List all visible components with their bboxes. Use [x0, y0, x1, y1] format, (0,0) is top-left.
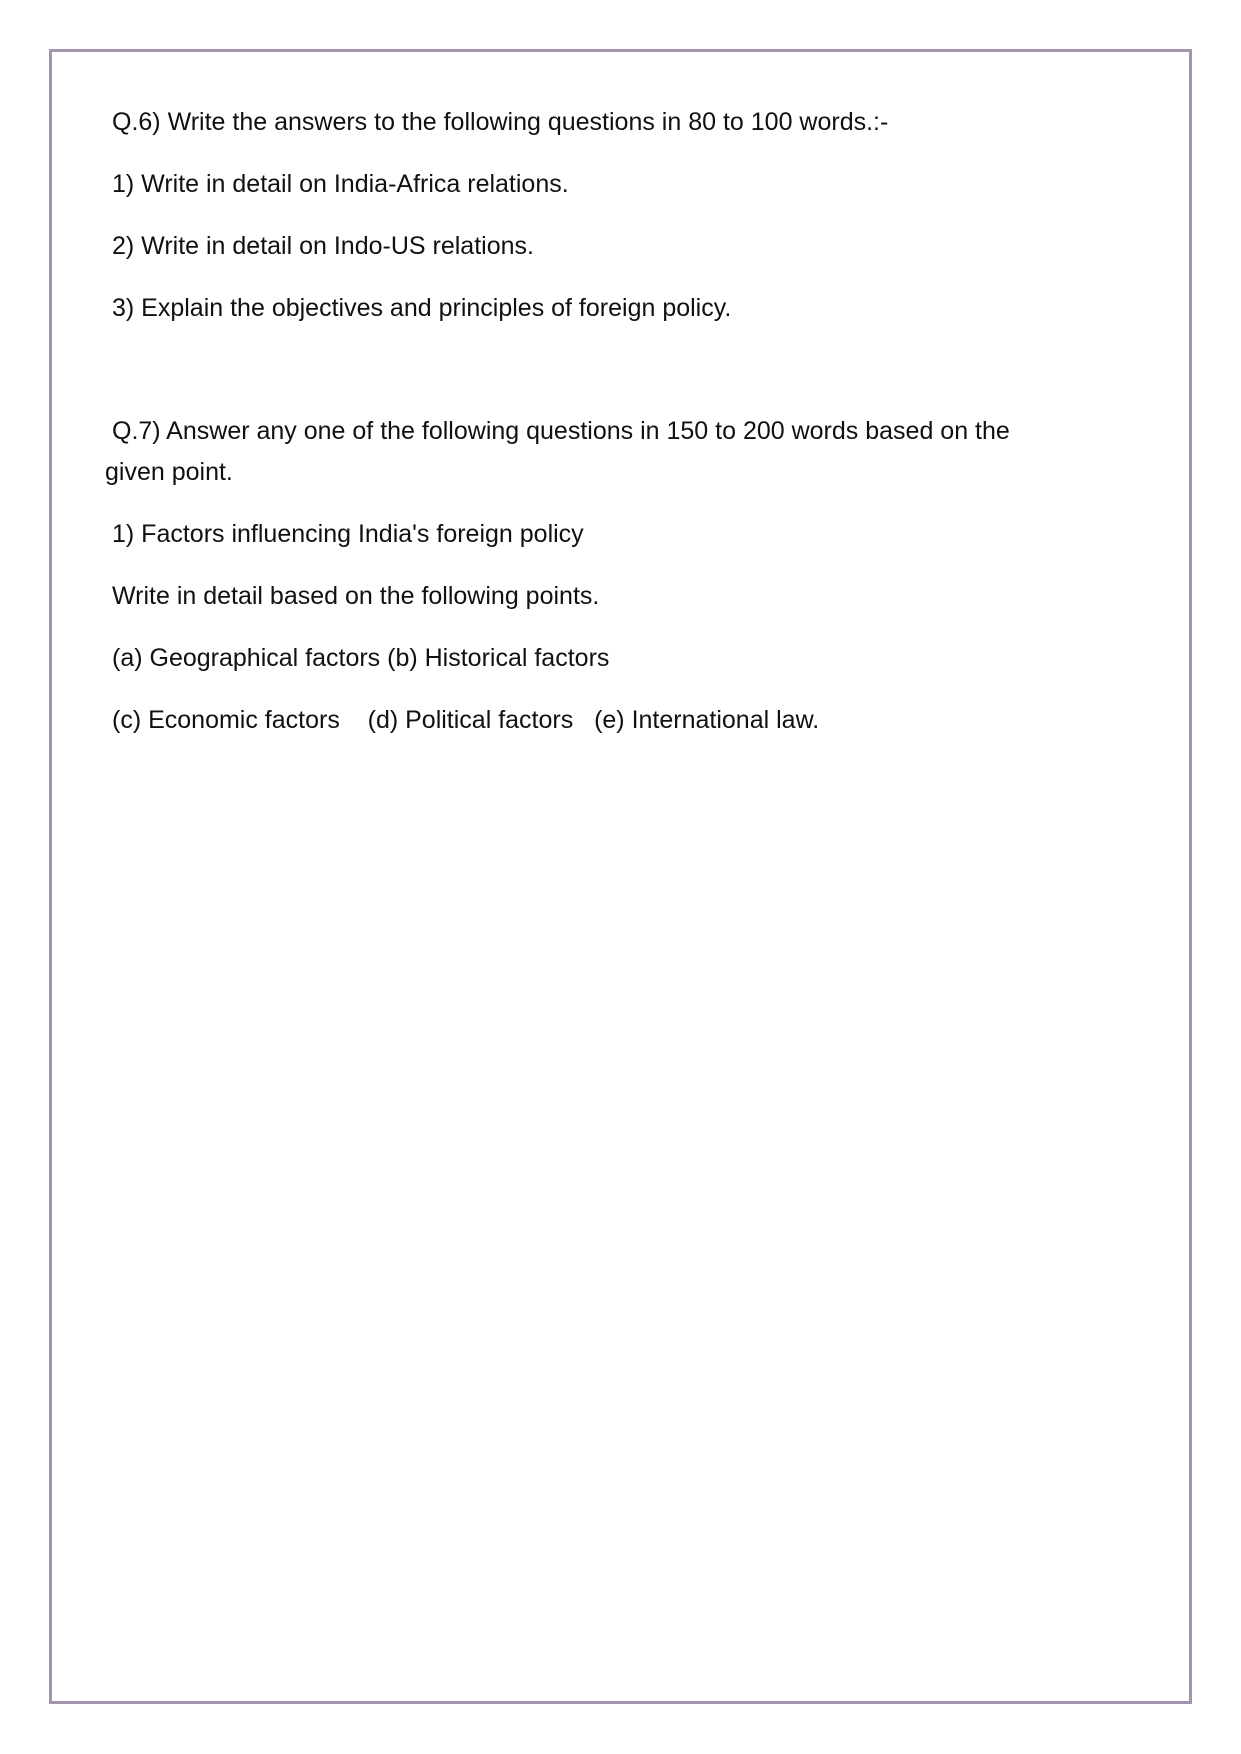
q7-heading-line-1: Q.7) Answer any one of the following questions in 150 to 200 words based on the — [112, 417, 1010, 445]
q7-instruction: Write in detail based on the following points. — [112, 582, 600, 610]
q6-heading: Q.6) Write the answers to the following questions in 80 to 100 words.:- — [112, 108, 889, 136]
q7-points-line-2: (c) Economic factors (d) Political factors (e) International law. — [112, 706, 820, 734]
q7-heading-line-2: given point. — [105, 458, 233, 486]
q6-item-3: 3) Explain the objectives and principles of foreign policy. — [112, 294, 732, 322]
q6-item-2: 2) Write in detail on Indo-US relations. — [112, 232, 534, 260]
q6-item-1: 1) Write in detail on India-Africa relations. — [112, 170, 569, 198]
q7-item-1: 1) Factors influencing India's foreign policy — [112, 520, 584, 548]
q7-points-line-1: (a) Geographical factors (b) Historical factors — [112, 644, 610, 672]
